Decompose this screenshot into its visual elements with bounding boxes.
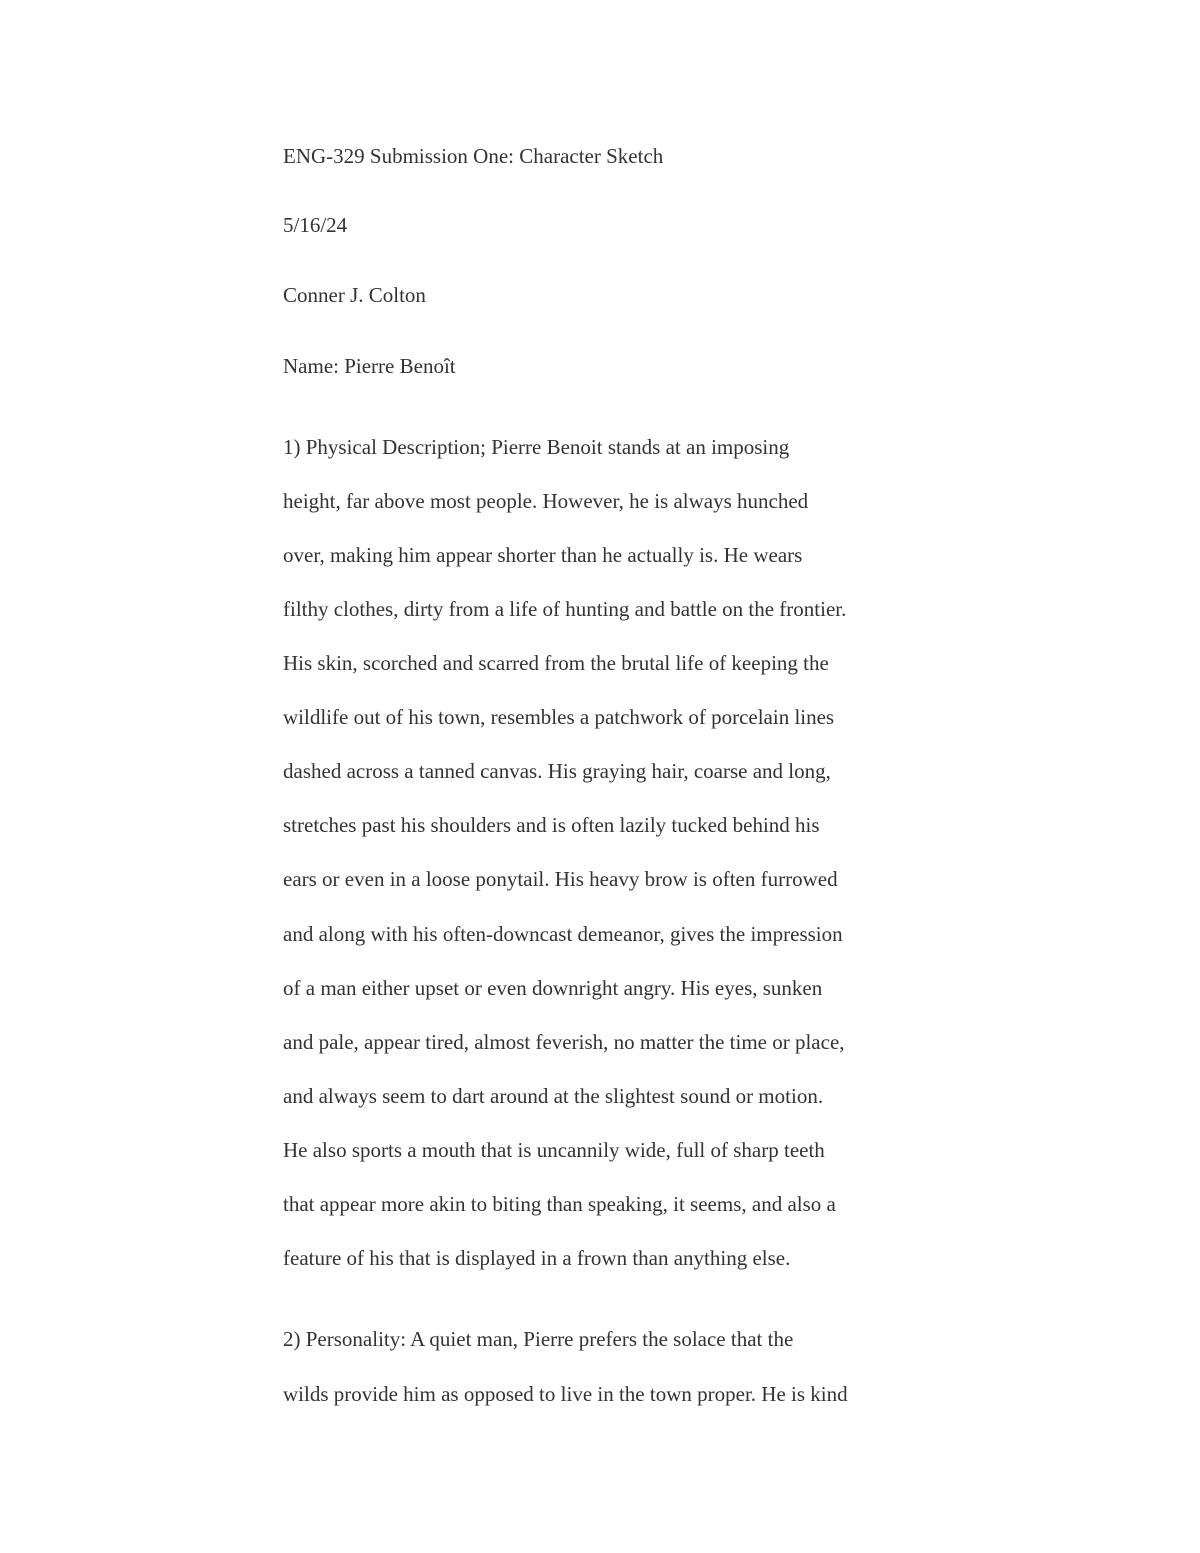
paragraph-line: dashed across a tanned canvas. His graying hair, coarse and long, — [283, 759, 831, 783]
paragraph-line: that appear more akin to biting than speaking, it seems, and also a — [283, 1192, 836, 1216]
paragraph-line: wilds provide him as opposed to live in the town proper. He is kind — [283, 1382, 848, 1406]
paragraph-line: of a man either upset or even downright angry. His eyes, sunken — [283, 976, 823, 1000]
paragraph-line: He also sports a mouth that is uncannily wide, full of sharp teeth — [283, 1138, 825, 1162]
character-name: Name: Pierre Benoît — [283, 354, 456, 378]
paragraph-line: 1) Physical Description; Pierre Benoit stands at an imposing — [283, 435, 790, 459]
paragraph-line: over, making him appear shorter than he actually is. He wears — [283, 543, 803, 567]
paragraph-line: stretches past his shoulders and is often lazily tucked behind his — [283, 813, 820, 837]
paragraph-line: 2) Personality: A quiet man, Pierre prefers the solace that the — [283, 1327, 794, 1351]
paragraph-line: filthy clothes, dirty from a life of hunting and battle on the frontier. — [283, 597, 847, 621]
paragraph-line: His skin, scorched and scarred from the brutal life of keeping the — [283, 651, 829, 675]
paragraph-line: ears or even in a loose ponytail. His heavy brow is often furrowed — [283, 867, 838, 891]
paragraph-line: and always seem to dart around at the slightest sound or motion. — [283, 1084, 824, 1108]
paragraph-line: feature of his that is displayed in a frown than anything else. — [283, 1246, 791, 1270]
document-title: ENG-329 Submission One: Character Sketch — [283, 144, 664, 168]
paragraph-line: and pale, appear tired, almost feverish, no matter the time or place, — [283, 1030, 845, 1054]
paragraph-line: wildlife out of his town, resembles a patchwork of porcelain lines — [283, 705, 835, 729]
paragraph-line: and along with his often-downcast demeanor, gives the impression — [283, 922, 843, 946]
paragraph-line: height, far above most people. However, he is always hunched — [283, 489, 809, 513]
document-author: Conner J. Colton — [283, 283, 426, 307]
document-date: 5/16/24 — [283, 213, 348, 237]
